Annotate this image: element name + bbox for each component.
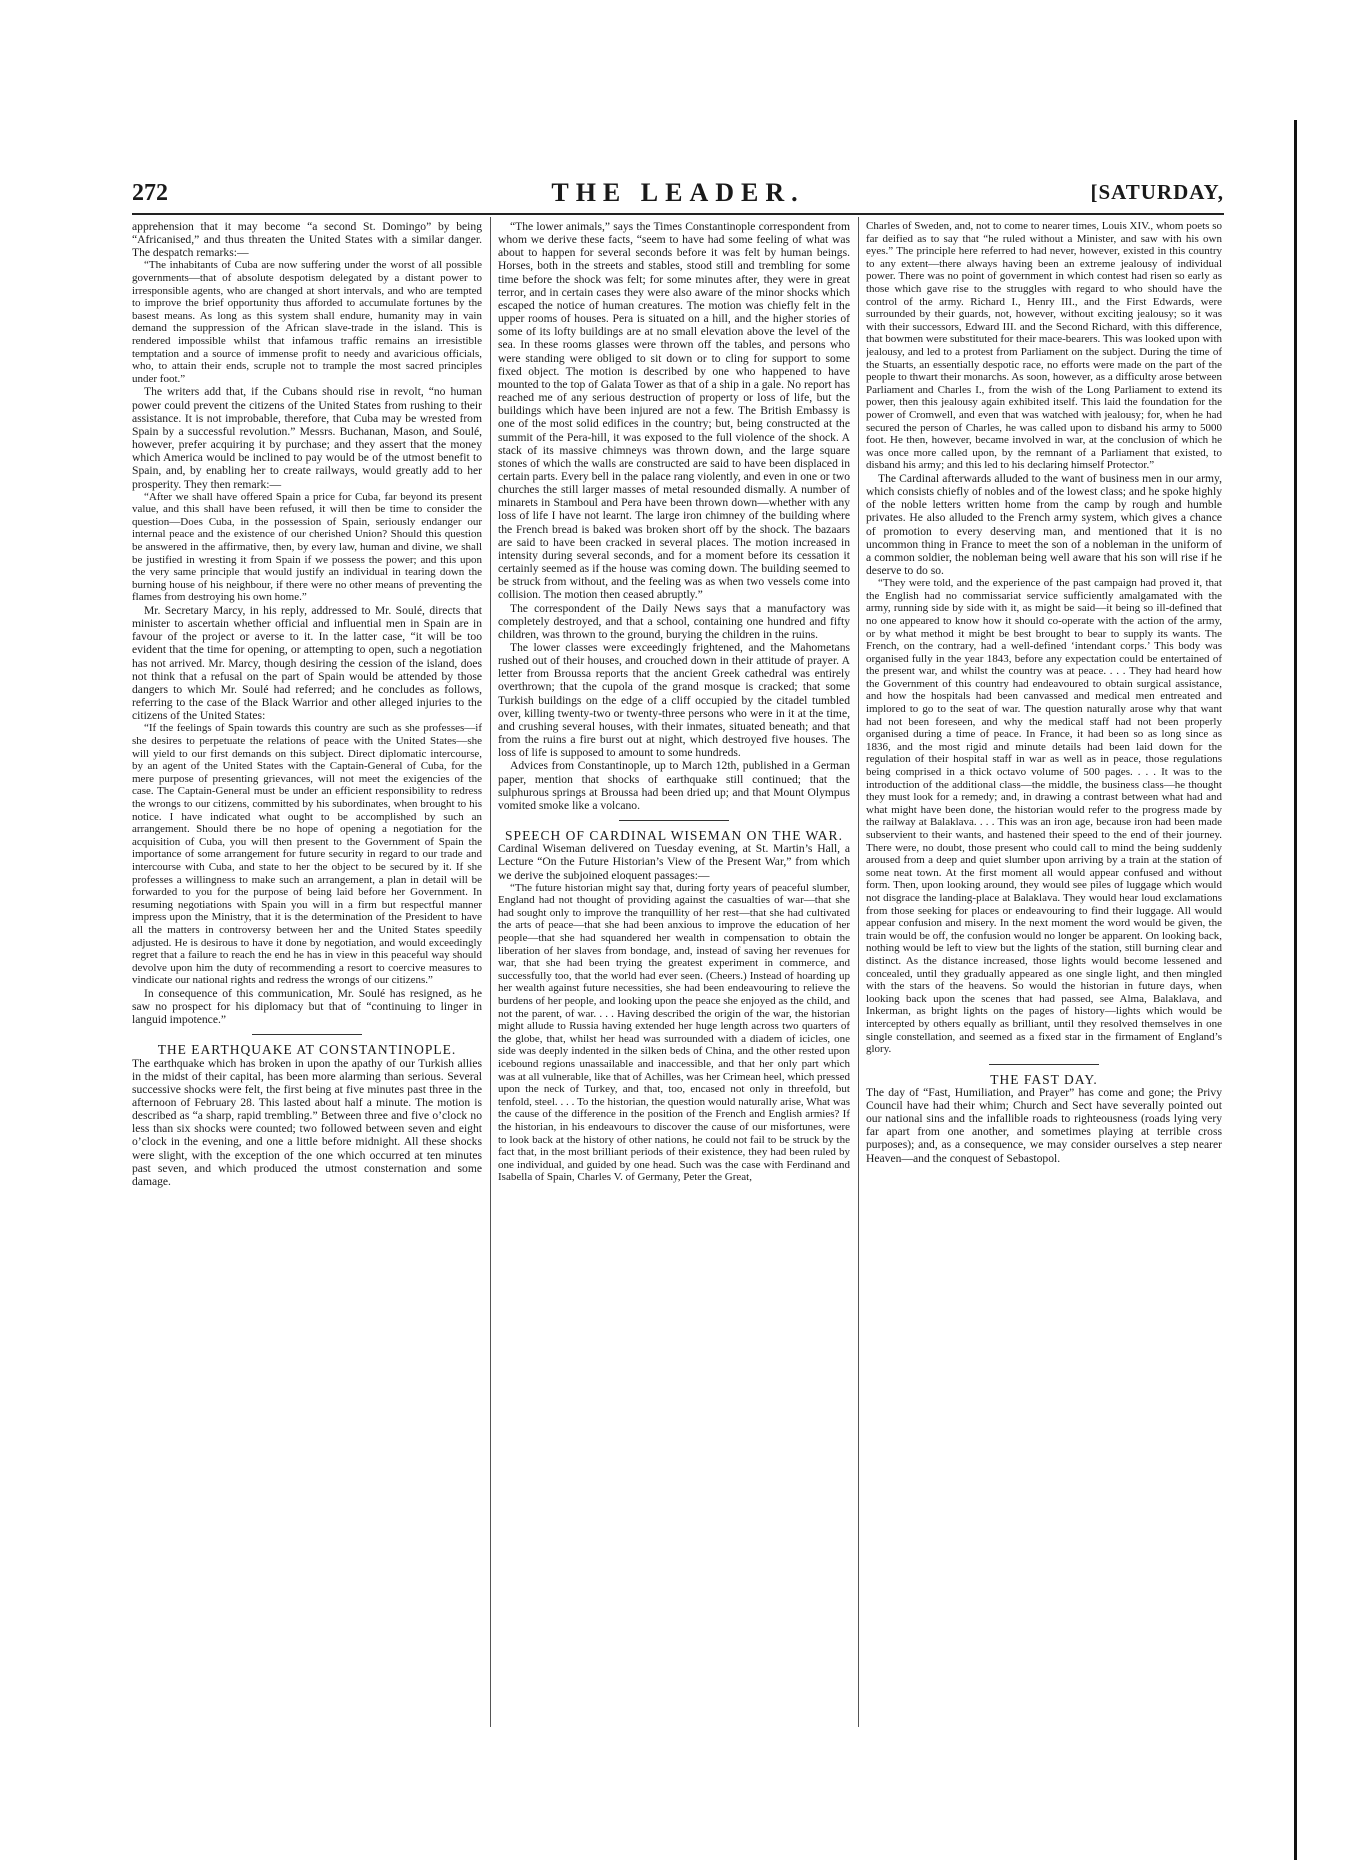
paper-title: THE LEADER. [551,178,805,207]
column-1 [132,220,482,1735]
masthead-rule [132,213,1224,215]
article-paragraph: Cardinal Wiseman delivered on Tuesday evening, at St. Martin’s Hall, a Lecture “On the Future Historian’s View of the Present War,” from which we derive the subjoined eloquent passages:— [498,842,850,882]
article-paragraph: The writers add that, if the Cubans should rise in revolt, “no human power could prevent the citizens of the United States from rushing to their assistance. It is not improbable, therefore, that Cuba may be wrested from Spain by a successful revolution.” Messrs. Buchanan, Mason, and Soulé, however, prefer acquiring it by purchase; and they assert that the money which America would be inclined to pay would be of the utmost benefit to Spain, and, by enabling her to create railways, would greatly add to her prosperity. They then remark:— [132,385,482,491]
column-2 [498,220,850,1735]
article-paragraph: “The lower animals,” says the Times Constantinople correspondent from whom we derive these facts, “seem to have had some feeling of what was about to happen for several seconds before it was felt by human beings. Horses, both in the streets and stables, stood still and trembling for some time before the shock was felt; for some minutes after, they were in great terror, and in certain cases they were also aware of the minor shocks which escaped the notice of human creatures. The motion was chiefly felt in the upper rooms of houses. Pera is situated on a hill, and the higher stories of some of its lofty buildings are at no small elevation above the level of the sea. In these rooms glasses were thrown off the tables, and persons who were standing were obliged to sit down or to cling for support to some fixed object. The motion is described by one who happened to have mounted to the top of Galata Tower as that of a ship in a gale. No report has reached me of any serious destruction of property or loss of life, but the buildings which have been injured are not a few. The British Embassy is one of the most solid edifices in the country; but, being constructed at the summit of the Pera-hill, it was exposed to the full violence of the shock. A stack of its massive chimneys was thrown down, and the large square stones of which the walls are constructed are said to have been displaced in certain parts. Every bell in the palace rang violently, and even in one or two churches the still larger masses of metal resounded dismally. A number of minarets in Stamboul and Pera have been thrown down—whether with any loss of life I have not learnt. The large iron chimney of the building where the French bread is baked was broken short off by the shock. The bazaars are said to have been cracked in several places. The motion increased in intensity during several seconds, and for a moment before its cessation it certainly seemed as if the house was coming down. The building seemed to be struck from without, and the feeling was as when two vessels come into collision. The motion then ceased abruptly.” [498,220,850,602]
article-headline: SPEECH OF CARDINAL WISEMAN ON THE WAR. [505,828,843,844]
article-paragraph: The earthquake which has broken in upon the apathy of our Turkish allies in the midst of their capital, has been more alarming than serious. Several successive shocks were felt, the first being at five minutes past three in the afternoon of February 28. This lasted about half a minute. The motion is described as “a sharp, rapid trembling.” Between three and five o’clock no less than six shocks were counted; two followed between seven and eight o’clock in the evening, and one a little before midnight. All these shocks were slight, with the exception of the one which occurred at ten minutes past seven, and which produced the utmost consternation and some damage. [132,1056,482,1188]
article-paragraph: apprehension that it may become “a second St. Domingo” by being “Africanised,” and thus threaten the United States with a similar danger. The despatch remarks:— [132,220,482,260]
column-divider [858,217,859,1727]
article-paragraph: The lower classes were exceedingly frightened, and the Mahometans rushed out of their houses, and crouched down in their attitude of prayer. A letter from Broussa reports that the ancient Greek cathedral was entirely overthrown; that the cupola of the grand mosque is cracked; that some Turkish buildings on the edge of a cliff occupied by the citadel tumbled over, killing twenty-two or twenty-three persons who were in it at the time, and crushing several houses, with their inmates, situated beneath; and that from the ruins a fire burst out at night, which destroyed five houses. The loss of life is supposed to amount to some hundreds. [498,641,850,760]
article-paragraph: In consequence of this communication, Mr. Soulé has resigned, as he saw no prospect for his diplomacy but that of “continuing to linger in languid impotence.” [132,986,482,1027]
page-edge-line [1294,120,1297,1860]
article-paragraph: “The future historian might say that, during forty years of peaceful slumber, England had not thought of providing against the casualties of war—that she had sought only to improve the tranquillity of her rest—that she had cultivated the arts of peace—that she had been anxious to improve the education of her people—that she had squandered her wealth in compensation to obtain the liberation of her slaves from bondage, and, instead of saving her revenues for war, that she had been trying the greatest experiment in commerce, and successfully too, that the world had ever seen. (Cheers.) Instead of hoarding up her wealth against future necessities, she had been endeavouring to relieve the burdens of her people, and looking upon the peace she enjoyed as the child, and not the parent, of war. . . . Having described the origin of the war, the historian might allude to Russia having extended her huge length across two quarters of the globe, that, whilst her head was surrounded with a diadem of icicles, one side was deeply indented in the silken beds of China, and the other rested upon icebound regions unassailable and inaccessible, and that her only part which was at all vulnerable, like that of Achilles, was her Crimean heel, which pressed upon the neck of Turkey, and that, too, encased not only in threefold, but tenfold, steel. . . . To the historian, the question would naturally arise, What was the cause of the difference in the position of the French and English armies? If the historian, in his endeavours to discover the cause of our misfortunes, were to look back at the history of other nations, he could not fail to be struck by the fact that, in the most brilliant periods of their existence, they had been ruled by one individual, and guided by one head. Such was the case with Ferdinand and Isabella of Spain, Charles V. of Germany, Peter the Great, [498,881,850,1184]
section-separator [252,1034,362,1035]
article-paragraph: “After we shall have offered Spain a price for Cuba, far beyond its present value, and this shall have been refused, it will then be time to consider the question—Does Cuba, in the possession of Spain, seriously endanger our internal peace and the existence of our cherished Union? Should this question be answered in the affirmative, then, by every law, human and divine, we shall be justified in wresting it from Spain if we possess the power; and this upon the very same principle that would justify an individual in tearing down the burning house of his neighbour, if there were no other means of preventing the flames from destroying his own home.” [132,490,482,604]
section-separator [619,820,729,821]
article-paragraph: “The inhabitants of Cuba are now suffering under the worst of all possible governments—that of absolute despotism delegated by a distant power to irresponsible agents, who are changed at short intervals, and who are tempted to improve the brief opportunity thus afforded to accumulate fortunes by the basest means. As long as this system shall endure, humanity may in vain demand the suppression of the African slave-trade in the island. This is rendered impossible whilst that infamous traffic remains an irresistible temptation and a source of immense profit to needy and avaricious officials, who, to attain their ends, scruple not to trample the most sacred principles under foot.” [132,259,482,385]
column-3 [866,220,1222,1735]
article-headline: THE FAST DAY. [990,1071,1098,1087]
article-paragraph: Advices from Constantinople, up to March 12th, published in a German paper, mention that shocks of earthquake still continued; that the sulphurous springs at Broussa had been dried up; and that Mount Olympus vomited smoke like a volcano. [498,759,850,812]
article-paragraph: The day of “Fast, Humiliation, and Prayer” has come and gone; the Privy Council have had their whim; Church and Sect have severally pointed out our national sins and the infallible roads to righteousness (roads lying very far apart from one another, and sometimes playing at terrible cross purposes); and, as a consequence, we may consider ourselves a step nearer Heaven—and the conquest of Sebastopol. [866,1085,1222,1165]
page-number: 272 [132,180,168,206]
article-paragraph: The Cardinal afterwards alluded to the want of business men in our army, which consists chiefly of nobles and of the lowest class; and he spoke highly of the noble letters written home from the camp by rough and humble privates. He also alluded to the French army system, which gives a chance of promotion to every deserving man, and mentioned that it is no uncommon thing in France to meet the son of a nobleman in the uniform of a common soldier, the nobleman being well aware that his son will rise if he deserve to do so. [866,471,1222,577]
masthead [132,178,1224,212]
article-paragraph: Charles of Sweden, and, not to come to nearer times, Louis XIV., whom poets so far deified as to say that “he ruled without a Minister, and saw with his own eyes.” The principle here referred to had never, however, existed in this country to any extent—there always having been an extreme jealousy of individual power. There was no point of government in which contest had risen so early as those which gave rise to the struggles with regard to who should have the control of the army. Richard I., Henry III., and the First Edwards, were surrounded by their guards, not, however, without exciting jealousy; so it was with their successors, Edward III. and the Second Richard, with this difference, that bowmen were substituted for their mace-bearers. This was looked upon with jealousy, and led to a protest from Parliament on the subject. During the time of the Stuarts, an essentially despotic race, no efforts were made on the part of the people to thwart their monarchs. As soon, however, as a difficulty arose between Parliament and Charles I., from the wish of the Long Parliament to extend its power, then this jealousy again exhibited itself. This laid the foundation for the power of Cromwell, and even that was watched with jealousy; for, when he had secured the person of Charles, he was called upon to disband his army to 5000 foot. He then, however, became involved in war, at the conclusion of which he was once more called upon, by the remnant of a Parliament that existed, to disband his army; and this led to his declaring himself Protector.” [866,220,1222,472]
article-paragraph: “If the feelings of Spain towards this country are such as she professes—if she desires to perpetuate the relations of peace with the United States—she will yield to our first demands on this subject. Direct diplomatic intercourse, by an agent of the United States with the Captain-General of Cuba, for the mere purpose of presenting grievances, will not meet the exigencies of the case. The Captain-General must be under an efficient responsibility to redress the wrongs to our citizens, committed by his subordinates, when brought to his notice. I have indicated what ought to be accomplished by such an arrangement. Should there be no hope of opening a negotiation for the acquisition of Cuba, you will then present to the Government of Spain the importance of some arrangement for future security in regard to our trade and intercourse with Cuba, and state to her the object to be secured by it. If she professes a willingness to make such an arrangement, a plan in detail will be forwarded to you for the purpose of being laid before her Government. In resuming negotiations with Spain you will in a firm but respectful manner impress upon the Ministry, that it is the determination of the President to have all the matters in controversy between her and the United States speedily adjusted. He is desirous to have it done by negotiation, and would exceedingly regret that a failure to reach the end he has in view in this peaceful way should devolve upon him the duty of recommending a resort to coercive measures to vindicate our national rights and redress the wrongs of our citizens.” [132,722,482,987]
section-separator [989,1064,1099,1065]
column-divider [490,217,491,1727]
article-paragraph: The correspondent of the Daily News says that a manufactory was completely destroyed, and that a school, containing one hundred and fifty children, was thrown to the ground, burying the children in the ruins. [498,601,850,641]
article-paragraph: Mr. Secretary Marcy, in his reply, addressed to Mr. Soulé, directs that minister to ascertain whether official and influential men in Spain are in favour of the project or averse to it. In the latter case, “it will be too evident that the time for opening, or attempting to open, such a negotiation has not arrived. Mr. Marcy, though desiring the cession of the island, does not think that a refusal on the part of Spain would be attended by those dangers to which Mr. Soulé had referred; and he concludes as follows, referring to the case of the Black Warrior and other alleged injuries to the citizens of the United States: [132,604,482,723]
article-paragraph: “They were told, and the experience of the past campaign had proved it, that the English had no commissariat service sufficiently amalgamated with the army, running side by side with it, as might be said—it being so ill-defined that no one appeared to know how it should co-operate with the action of the army, or by what method it might be best brought to bear to supply its wants. The French, on the contrary, had a well-defined ‘intendant corps.’ This body was organised fully in the year 1843, before any expectation could be entertained of the present war, and whilst the country was at peace. . . . They had heard how the Government of this country had endeavoured to obtain surgical assistance, and how the hospitals had been canvassed and medical men entreated and implored to go to the seat of war. The question naturally arose why that want had not been foreseen, and why the medical staff had not been properly organised during a time of peace. In France, it had been so as long since as 1836, and the most rigid and minute details had been laid down for the regulation of their hospital staff in war as well as in peace, those regulations being comprised in a thick octavo volume of 500 pages. . . . It was to the introduction of the additional class—the middle, the business class—he thought they must look for a remedy; and, in drawing a contrast between what had and what might have been done, the historian would refer to the progress made by the railway at Balaklava. . . . This was an iron age, because iron had been made subservient to their wants, and hastened their speed to the end of their journey. There were, no doubt, those present who could call to mind the being suddenly aroused from a deep and quiet slumber upon arriving by a train at the station of some neat town. At the first moment all would appear confused and without form. Then, upon looking around, they would see piles of luggage which would not disgrace the landing-place at Balaklava. They would hear loud exclamations from those seeking for places or endeavouring to find their luggage. All would appear confusion and misery. In the next moment the word would be given, the train would be off, the confusion would no longer be apparent. On looking back, nothing would be left to view but the lights of the station, still burning clear and distinct. As the distance increased, those lights would become lessened and concealed, until they gradually appeared as one single light, and then mingled with the stars of the heavens. So would the historian in future days, when looking back upon the scenes that had passed, see Alma, Balaklava, and Inkerman, as bright lights on the pages of history—lights which would be intercepted by others equally as brilliant, until they resolved themselves in one single constellation, and seemed as a fixed star in the firmament of England’s glory. [866,577,1222,1056]
article-headline: THE EARTHQUAKE AT CONSTANTINOPLE. [157,1042,457,1058]
masthead-day: [SATURDAY, [1090,180,1224,204]
